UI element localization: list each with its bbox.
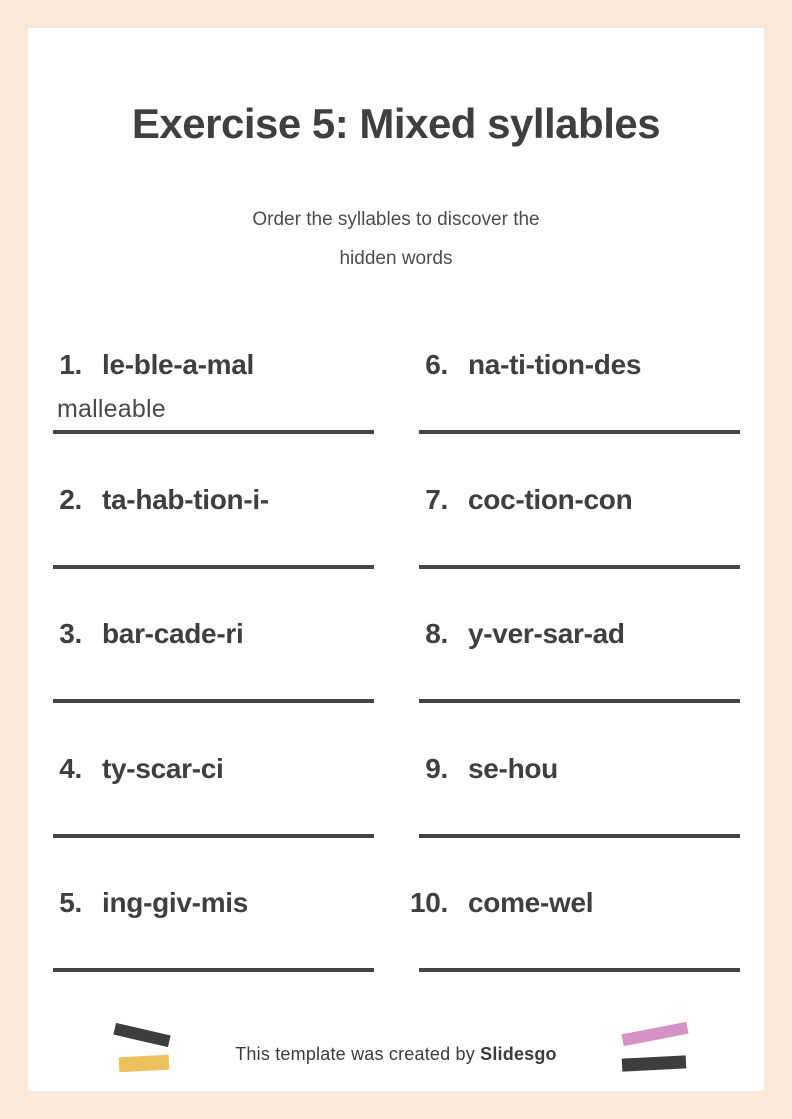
item-syllables-text: coc-tion-con [468,483,633,515]
template-credit [28,1044,764,1065]
credit-text: This template was created by [235,1044,475,1064]
item-number: 9. [425,752,448,784]
item-syllables [409,887,740,919]
item-syllables [53,349,374,381]
decoration-bar-pink-right [621,1022,688,1046]
item-number: 8. [425,618,448,649]
item-answer[interactable]: malleable [57,395,166,423]
answer-line[interactable] [419,834,740,838]
answer-line[interactable] [53,430,374,434]
answer-line[interactable] [53,565,374,569]
item-number: 2. [59,483,82,515]
page-title: Exercise 5: Mixed syllables [131,100,661,147]
answer-line[interactable] [419,565,740,569]
exercise-item-9 [419,751,740,886]
worksheet-sheet [28,28,764,1091]
answer-line[interactable] [53,699,374,703]
item-number: 3. [59,618,82,649]
instructions-line-1: Order the syllables to discover the [252,209,540,230]
item-syllables-text: come-wel [468,887,594,918]
item-syllables [53,753,374,785]
answer-line[interactable] [53,834,374,838]
exercise-instructions [28,200,764,278]
item-syllables [53,484,374,516]
item-syllables-text: ta-hab-tion-i- [102,483,269,515]
exercise-column-right [409,347,740,1020]
item-syllables [419,349,740,381]
credit-brand: Slidesgo [480,1044,557,1064]
item-number: 4. [59,752,82,784]
exercise-item-1 [53,347,374,482]
item-syllables-text: y-ver-sar-ad [468,618,625,649]
exercise-item-7 [419,482,740,617]
exercise-item-4 [53,751,374,886]
item-syllables [53,618,374,650]
item-syllables [419,753,740,785]
exercise-item-8 [419,616,740,751]
answer-line[interactable] [419,968,740,972]
answer-line[interactable] [53,968,374,972]
item-syllables [419,484,740,516]
exercise-column-left [53,347,374,1020]
item-number: 6. [425,349,448,380]
instructions-line-2: hidden words [339,248,453,269]
answer-line[interactable] [419,430,740,434]
item-syllables [419,618,740,650]
exercise-item-2 [53,482,374,617]
exercise-item-6 [419,347,740,482]
item-syllables-text: le-ble-a-mal [102,349,254,380]
item-syllables-text: se-hou [468,752,558,784]
item-syllables-text: ing-giv-mis [102,887,249,918]
item-number: 1. [59,349,82,380]
exercise-item-5 [53,885,374,1020]
item-number: 7. [425,483,448,515]
answer-line[interactable] [419,699,740,703]
item-syllables-text: ty-scar-ci [102,752,224,784]
exercise-item-10 [409,885,740,1020]
item-number: 10. [409,887,448,918]
item-syllables-text: na-ti-tion-des [468,349,642,380]
exercise-item-3 [53,616,374,751]
item-syllables [53,887,374,919]
item-number: 5. [59,887,82,918]
item-syllables-text: bar-cade-ri [102,618,244,649]
